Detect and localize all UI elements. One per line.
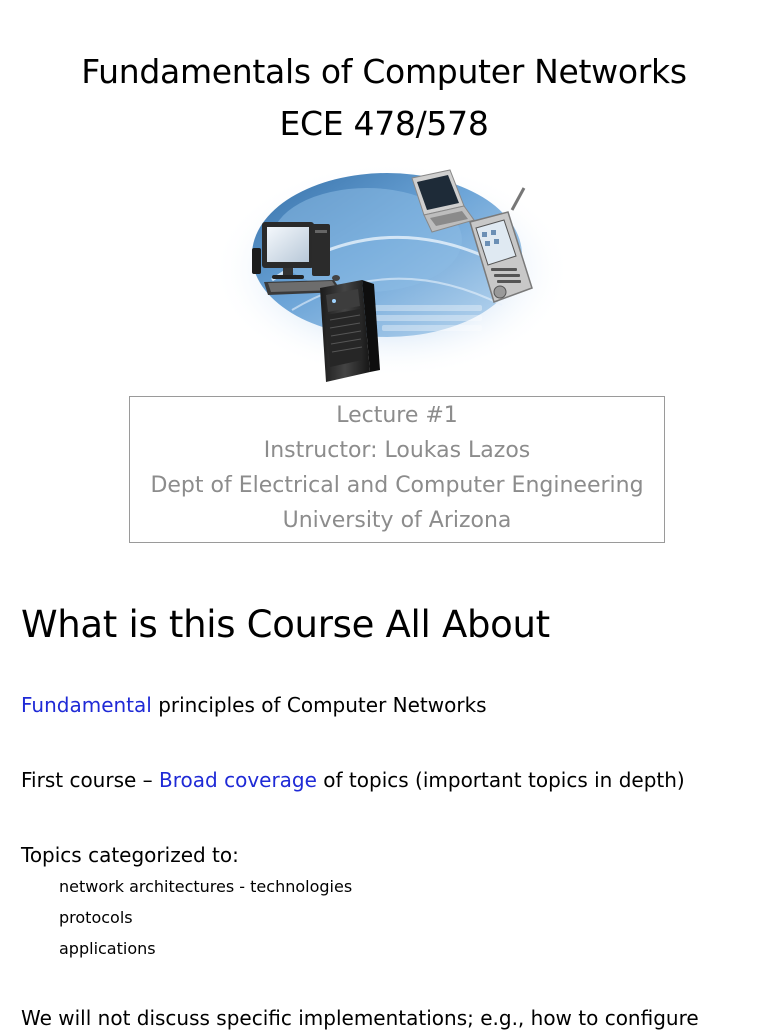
paragraph-topics: Topics categorized to: (21, 843, 239, 867)
paragraph-fundamental (21, 691, 487, 719)
paragraph-implementations: We will not discuss specific implementations; e.g., how to configure (21, 1006, 699, 1030)
course-code: ECE 478/578 (279, 104, 489, 143)
network-devices-illustration (212, 160, 572, 386)
paragraph-first-course (21, 766, 685, 794)
highlight-fundamental: Fundamental (21, 693, 152, 717)
paragraph-text: of topics (important topics in depth) (316, 768, 685, 792)
department: Dept of Electrical and Computer Engineering (150, 473, 644, 498)
slide-heading: What is this Course All About (21, 603, 550, 646)
course-overview-slide (0, 580, 768, 1030)
paragraph-text: principles of Computer Networks (151, 693, 487, 717)
subtopic-item: applications (59, 939, 156, 958)
slide-title: Fundamentals of Computer Networks (81, 52, 687, 91)
paragraph-text: First course – (21, 768, 160, 792)
university: University of Arizona (282, 508, 512, 533)
subtopic-item: protocols (59, 908, 133, 927)
subtopic-item: network architectures - technologies (59, 877, 353, 896)
highlight-broad-coverage: Broad coverage (159, 768, 317, 792)
instructor: Instructor: Loukas Lazos (263, 438, 531, 463)
lecture-info-box (129, 396, 665, 543)
lecture-number: Lecture #1 (336, 403, 458, 428)
